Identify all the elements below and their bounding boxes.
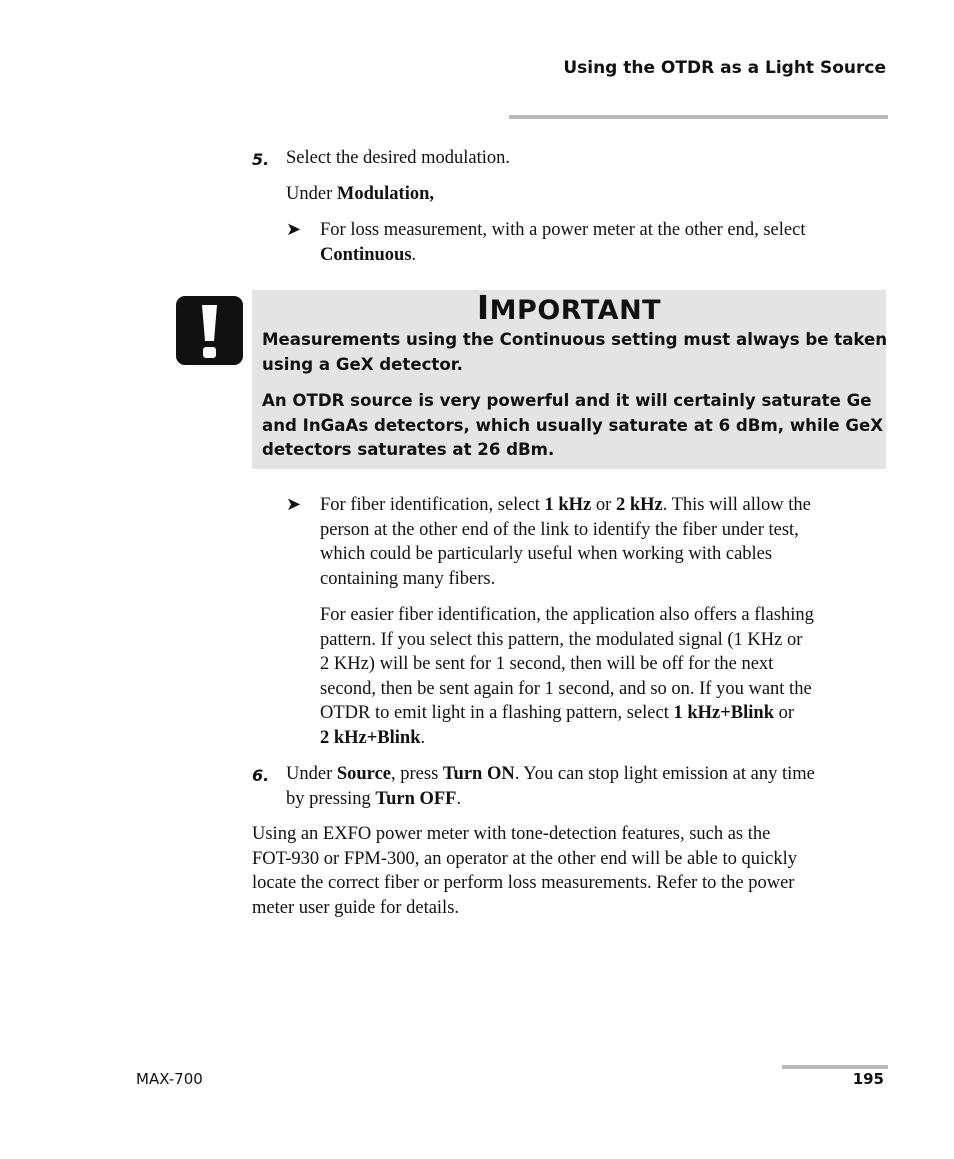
important-paragraph-2: An OTDR source is very powerful and it will certainly saturate Ge and InGaAs detectors, which usually saturate at 6 dBm, while GeX detectors saturates at 26 dBm. [262,391,884,459]
header-rule [509,115,888,119]
running-header: Using the OTDR as a Light Source [563,58,886,78]
modulation-label: Modulation, [336,184,435,204]
turn-off-label: Turn OFF [375,788,457,809]
under-modulation: Under Modulation, [286,184,435,204]
step-number-6: 6. [252,766,270,785]
bullet-2-text: For fiber identification, select 1 kHz or 2 kHz. This will allow the person at the other end of the link to identify the fiber under test, which could be particularly useful when working with cables containing many fibers. [320,495,811,589]
source-label: Source [336,764,391,784]
flashing-pattern-paragraph: For easier fiber identification, the application also offers a flashing pattern. If you select this pattern, the modulated signal (1 KHz or 2 KHz) will be sent for 1 second, then will be off for the next second, then be sent again for 1 second, and so on. If you want the OTDR to emit light in a flashing pattern, select 1 kHz+Blink or 2 kHz+Blink. [320,605,814,748]
2khz-label: 2 kHz [615,495,663,515]
turn-on-label: Turn ON [442,764,515,784]
step-6-text: Under Source, press Turn ON. You can stop light emission at any time by pressing Turn OFF. [286,764,815,809]
footer-rule [782,1065,888,1069]
page-number: 195 [852,1070,884,1088]
step-5-text: Select the desired modulation. [286,148,510,168]
bullet-arrow-icon: ➤ [286,219,302,239]
exclamation-icon [176,296,243,365]
important-heading: IMPORTANT [476,288,662,327]
step-number-5: 5. [252,150,270,169]
1khz-label: 1 kHz [544,495,592,515]
important-paragraph-1: Measurements using the Continuous setting must always be taken using a GeX detector. [262,330,888,374]
footer-product-name: MAX-700 [136,1070,203,1088]
bullet-1-text: For loss measurement, with a power meter at the other end, select Continuous. [320,220,806,265]
2khz-blink-label: 2 kHz+Blink [320,727,421,748]
continuous-label: Continuous [320,244,412,265]
closing-paragraph: Using an EXFO power meter with tone-detection features, such as the FOT-930 or FPM-300, an operator at the other end will be able to quickly locate the correct fiber or perform loss measurements. Refer to the power meter user guide for details. [252,824,797,918]
bullet-arrow-icon: ➤ [286,494,302,514]
1khz-blink-label: 1 kHz+Blink [673,703,774,724]
